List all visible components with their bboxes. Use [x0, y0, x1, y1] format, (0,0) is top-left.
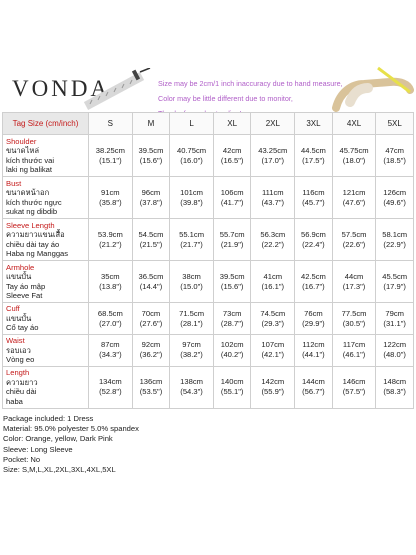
- measurement-cell: [170, 261, 214, 303]
- row-subtitle: laki ng balikat: [6, 165, 53, 175]
- note-line: Size may be 2cm/1 inch inaccuracy due to hand measure,: [158, 79, 343, 88]
- table-header-row: [3, 113, 414, 135]
- measurement-cell: [332, 366, 376, 408]
- measurement-cell: [89, 335, 133, 367]
- value-cm: 112cm: [302, 340, 325, 350]
- value-cm: 56.3cm: [260, 229, 286, 239]
- header-label: Tag Size (cm/inch): [3, 113, 89, 135]
- measurement-cell: [295, 366, 333, 408]
- value-cm: 58.1cm: [382, 229, 408, 239]
- product-info: [3, 414, 139, 475]
- value-inch: (56.7"): [302, 387, 325, 397]
- measurement-cell: [213, 219, 251, 261]
- row-title: Armhole: [6, 262, 35, 272]
- value-inch: (17.0"): [261, 155, 285, 165]
- value-inch: (54.3"): [180, 387, 203, 397]
- brand-name: VONDA: [12, 76, 111, 101]
- value-cm: 38.25cm: [95, 145, 125, 155]
- value-cm: 74.5cm: [260, 308, 286, 318]
- value-inch: (42.1"): [261, 350, 285, 360]
- row-subtitle: ขนาดหน้าอก: [6, 188, 50, 198]
- value-inch: (43.7"): [261, 197, 285, 207]
- value-inch: (53.5"): [139, 387, 163, 397]
- row-subtitle: ขนาดไหล่: [6, 146, 40, 156]
- table-row: [3, 219, 414, 261]
- row-label: [3, 261, 89, 303]
- measurement-cell: [376, 177, 414, 219]
- value-cm: 91cm: [101, 187, 120, 197]
- measurement-cell: [213, 261, 251, 303]
- measurement-cell: [170, 335, 214, 367]
- table-row: [3, 366, 414, 408]
- value-cm: 142cm: [261, 377, 285, 387]
- value-cm: 97cm: [182, 340, 201, 350]
- value-inch: (21.5"): [139, 239, 163, 249]
- measurement-cell: [89, 135, 133, 177]
- measurement-cell: [251, 135, 295, 177]
- value-cm: 102cm: [220, 340, 244, 350]
- value-inch: (29.3"): [261, 318, 285, 328]
- measurement-cell: [332, 219, 376, 261]
- value-inch: (30.5"): [342, 318, 366, 328]
- value-cm: 73cm: [222, 308, 242, 318]
- measurement-cell: [376, 135, 414, 177]
- row-subtitle: Haba ng Manggas: [6, 249, 69, 259]
- measurement-cell: [132, 303, 170, 335]
- value-cm: 56.9cm: [300, 229, 326, 239]
- value-cm: 76cm: [304, 308, 323, 318]
- value-cm: 42cm: [222, 145, 242, 155]
- size-header-3xl: 3XL: [295, 113, 333, 135]
- row-title: Shoulder: [6, 136, 37, 146]
- measurement-cell: [376, 366, 414, 408]
- value-inch: (16.7"): [302, 281, 325, 291]
- value-inch: (34.3"): [99, 350, 122, 360]
- value-inch: (18.5"): [383, 155, 406, 165]
- value-cm: 39.5cm: [219, 271, 245, 281]
- row-subtitle: แขนบั้น: [6, 272, 32, 282]
- value-cm: 54.5cm: [138, 229, 164, 239]
- measurement-cell: [295, 219, 333, 261]
- size-header-xl: XL: [213, 113, 251, 135]
- measurement-cell: [332, 261, 376, 303]
- measurement-cell: [132, 219, 170, 261]
- value-cm: 140cm: [220, 377, 244, 387]
- value-inch: (41.7"): [220, 197, 244, 207]
- value-inch: (13.8"): [99, 281, 122, 291]
- value-cm: 44cm: [344, 271, 364, 281]
- value-inch: (15.0"): [180, 281, 203, 291]
- value-inch: (18.0"): [342, 155, 366, 165]
- info-material: Material: 95.0% polyester 5.0% spandex: [3, 424, 139, 434]
- measurement-cell: [376, 335, 414, 367]
- value-inch: (17.5"): [302, 155, 325, 165]
- measurement-cell: [295, 177, 333, 219]
- value-inch: (27.0"): [99, 318, 122, 328]
- value-inch: (22.9"): [383, 239, 406, 249]
- row-title: Length: [6, 368, 30, 378]
- value-inch: (16.5"): [220, 155, 244, 165]
- measurement-cell: [376, 261, 414, 303]
- value-cm: 45.5cm: [382, 271, 408, 281]
- value-inch: (49.6"): [383, 197, 406, 207]
- value-inch: (35.8"): [99, 197, 122, 207]
- measurement-cell: [295, 303, 333, 335]
- row-subtitle: kích thước ngực: [6, 197, 62, 207]
- value-cm: 36.5cm: [138, 271, 164, 281]
- value-inch: (28.1"): [180, 318, 203, 328]
- value-cm: 122cm: [383, 340, 407, 350]
- measurement-cell: [295, 335, 333, 367]
- row-label: [3, 303, 89, 335]
- value-cm: 57.5cm: [341, 229, 367, 239]
- measurement-cell: [213, 366, 251, 408]
- value-inch: (15.1"): [99, 155, 122, 165]
- value-inch: (37.8"): [139, 197, 163, 207]
- note-line: Color may be little different due to monitor,: [158, 94, 293, 103]
- value-inch: (38.2"): [180, 350, 203, 360]
- value-cm: 70cm: [141, 308, 161, 318]
- measurement-cell: [213, 303, 251, 335]
- row-subtitle: แขนบั้น: [6, 313, 32, 323]
- row-subtitle: chiều dài: [6, 387, 37, 397]
- value-inch: (22.2"): [261, 239, 285, 249]
- value-inch: (28.7"): [220, 318, 244, 328]
- info-sizes: Size: S,M,L,XL,2XL,3XL,4XL,5XL: [3, 465, 116, 475]
- value-cm: 126cm: [383, 187, 407, 197]
- value-cm: 44.5cm: [300, 145, 326, 155]
- value-inch: (29.9"): [302, 318, 325, 328]
- hand-measure-icon: [330, 62, 414, 112]
- table-row: [3, 335, 414, 367]
- measurement-cell: [132, 335, 170, 367]
- value-cm: 117cm: [342, 340, 366, 350]
- row-label: [3, 335, 89, 367]
- row-subtitle: Sleeve Fat: [6, 291, 43, 301]
- measurement-cell: [213, 335, 251, 367]
- measurement-cell: [251, 177, 295, 219]
- row-label: [3, 366, 89, 408]
- info-color: Color: Orange, yellow, Dark Pink: [3, 434, 113, 444]
- info-sleeve: Sleeve: Long Sleeve: [3, 444, 73, 454]
- value-cm: 45.75cm: [339, 145, 369, 155]
- value-inch: (16.1"): [261, 281, 285, 291]
- size-chart-table: [2, 112, 414, 409]
- value-cm: 38cm: [182, 271, 201, 281]
- measurement-cell: [89, 303, 133, 335]
- value-cm: 39.5cm: [138, 145, 164, 155]
- value-inch: (52.8"): [99, 387, 122, 397]
- value-inch: (46.1"): [342, 350, 366, 360]
- value-inch: (36.2"): [139, 350, 163, 360]
- measurement-cell: [213, 177, 251, 219]
- value-cm: 47cm: [385, 145, 404, 155]
- value-cm: 77.5cm: [341, 308, 367, 318]
- value-cm: 43.25cm: [258, 145, 288, 155]
- value-cm: 111cm: [261, 187, 284, 197]
- value-inch: (15.6"): [139, 155, 163, 165]
- value-inch: (55.1"): [220, 387, 244, 397]
- value-inch: (55.9"): [261, 387, 285, 397]
- measurement-cell: [251, 261, 295, 303]
- value-inch: (45.7"): [302, 197, 325, 207]
- measurement-cell: [213, 135, 251, 177]
- measurement-cell: [295, 261, 333, 303]
- table-row: [3, 135, 414, 177]
- size-header-2xl: 2XL: [251, 113, 295, 135]
- measurement-cell: [132, 261, 170, 303]
- measurement-cell: [251, 219, 295, 261]
- measurement-cell: [132, 177, 170, 219]
- value-inch: (17.3"): [342, 281, 366, 291]
- value-cm: 55.7cm: [219, 229, 245, 239]
- value-cm: 144cm: [302, 377, 325, 387]
- measurement-cell: [170, 177, 214, 219]
- measurement-cell: [132, 366, 170, 408]
- table-row: [3, 303, 414, 335]
- measurement-cell: [376, 303, 414, 335]
- info-pocket: Pocket: No: [3, 454, 41, 464]
- value-cm: 116cm: [302, 187, 325, 197]
- row-subtitle: ความยาว: [6, 377, 38, 387]
- measurement-cell: [332, 303, 376, 335]
- measurement-cell: [376, 219, 414, 261]
- value-cm: 68.5cm: [97, 308, 123, 318]
- value-cm: 101cm: [180, 187, 203, 197]
- measurement-cell: [332, 335, 376, 367]
- value-inch: (21.2"): [99, 239, 122, 249]
- value-inch: (14.4"): [139, 281, 163, 291]
- measurement-cell: [251, 335, 295, 367]
- value-inch: (21.9"): [220, 239, 244, 249]
- value-cm: 40.75cm: [177, 145, 207, 155]
- value-cm: 146cm: [342, 377, 366, 387]
- table-row: [3, 261, 414, 303]
- value-inch: (40.2"): [220, 350, 244, 360]
- row-subtitle: Vòng eo: [6, 355, 35, 365]
- row-title: Waist: [6, 336, 25, 346]
- size-header-m: M: [132, 113, 170, 135]
- value-cm: 42.5cm: [300, 271, 326, 281]
- value-cm: 138cm: [180, 377, 203, 387]
- row-subtitle: Tay áo mập: [6, 281, 46, 291]
- value-cm: 53.9cm: [97, 229, 123, 239]
- value-cm: 136cm: [139, 377, 163, 387]
- measurement-cell: [170, 219, 214, 261]
- size-header-5xl: 5XL: [376, 113, 414, 135]
- value-cm: 79cm: [385, 308, 404, 318]
- value-cm: 134cm: [98, 377, 122, 387]
- measurement-cell: [170, 366, 214, 408]
- row-title: Bust: [6, 178, 22, 188]
- size-header-s: S: [89, 113, 133, 135]
- value-inch: (48.0"): [383, 350, 406, 360]
- value-inch: (31.1"): [383, 318, 406, 328]
- measurement-cell: [170, 135, 214, 177]
- measurement-cell: [89, 366, 133, 408]
- value-inch: (47.6"): [342, 197, 366, 207]
- measurement-cell: [170, 303, 214, 335]
- table-row: [3, 177, 414, 219]
- value-cm: 55.1cm: [179, 229, 205, 239]
- value-inch: (16.0"): [180, 155, 203, 165]
- measurement-cell: [295, 135, 333, 177]
- measurement-cell: [332, 135, 376, 177]
- value-inch: (22.4"): [302, 239, 325, 249]
- value-inch: (17.9"): [383, 281, 406, 291]
- row-title: Sleeve Length: [6, 220, 55, 230]
- row-subtitle: haba: [6, 396, 23, 406]
- row-label: [3, 135, 89, 177]
- row-subtitle: kích thước vai: [6, 155, 55, 165]
- value-inch: (44.1"): [302, 350, 325, 360]
- value-cm: 107cm: [261, 340, 285, 350]
- row-title: Cuff: [6, 304, 20, 314]
- row-subtitle: ความยาวแขนเสื้อ: [6, 230, 65, 240]
- value-cm: 71.5cm: [179, 308, 205, 318]
- measurement-cell: [89, 177, 133, 219]
- row-subtitle: chiều dài tay áo: [6, 239, 60, 249]
- value-cm: 41cm: [263, 271, 283, 281]
- value-cm: 35cm: [101, 271, 120, 281]
- header-banner: [0, 0, 416, 110]
- row-subtitle: Cổ tay áo: [6, 323, 39, 333]
- value-inch: (22.6"): [342, 239, 366, 249]
- measurement-cell: [89, 261, 133, 303]
- row-subtitle: sukat ng dibdib: [6, 207, 58, 217]
- value-inch: (21.7"): [180, 239, 203, 249]
- value-cm: 92cm: [141, 340, 161, 350]
- measurement-cell: [332, 177, 376, 219]
- size-header-l: L: [170, 113, 214, 135]
- value-cm: 148cm: [383, 377, 407, 387]
- measurement-cell: [251, 366, 295, 408]
- value-cm: 106cm: [220, 187, 244, 197]
- value-inch: (27.6"): [139, 318, 163, 328]
- value-inch: (58.3"): [383, 387, 406, 397]
- measuring-tape-icon: [84, 68, 154, 112]
- size-header-4xl: 4XL: [332, 113, 376, 135]
- value-inch: (57.5"): [342, 387, 366, 397]
- measurement-cell: [251, 303, 295, 335]
- value-cm: 87cm: [101, 340, 120, 350]
- measurement-cell: [89, 219, 133, 261]
- row-label: [3, 177, 89, 219]
- row-subtitle: รอบเอว: [6, 345, 31, 355]
- info-package: Package included: 1 Dress: [3, 414, 94, 423]
- value-inch: (39.8"): [180, 197, 203, 207]
- row-label: [3, 219, 89, 261]
- value-cm: 96cm: [141, 187, 161, 197]
- value-inch: (15.6"): [220, 281, 244, 291]
- measurement-cell: [132, 135, 170, 177]
- value-cm: 121cm: [342, 187, 366, 197]
